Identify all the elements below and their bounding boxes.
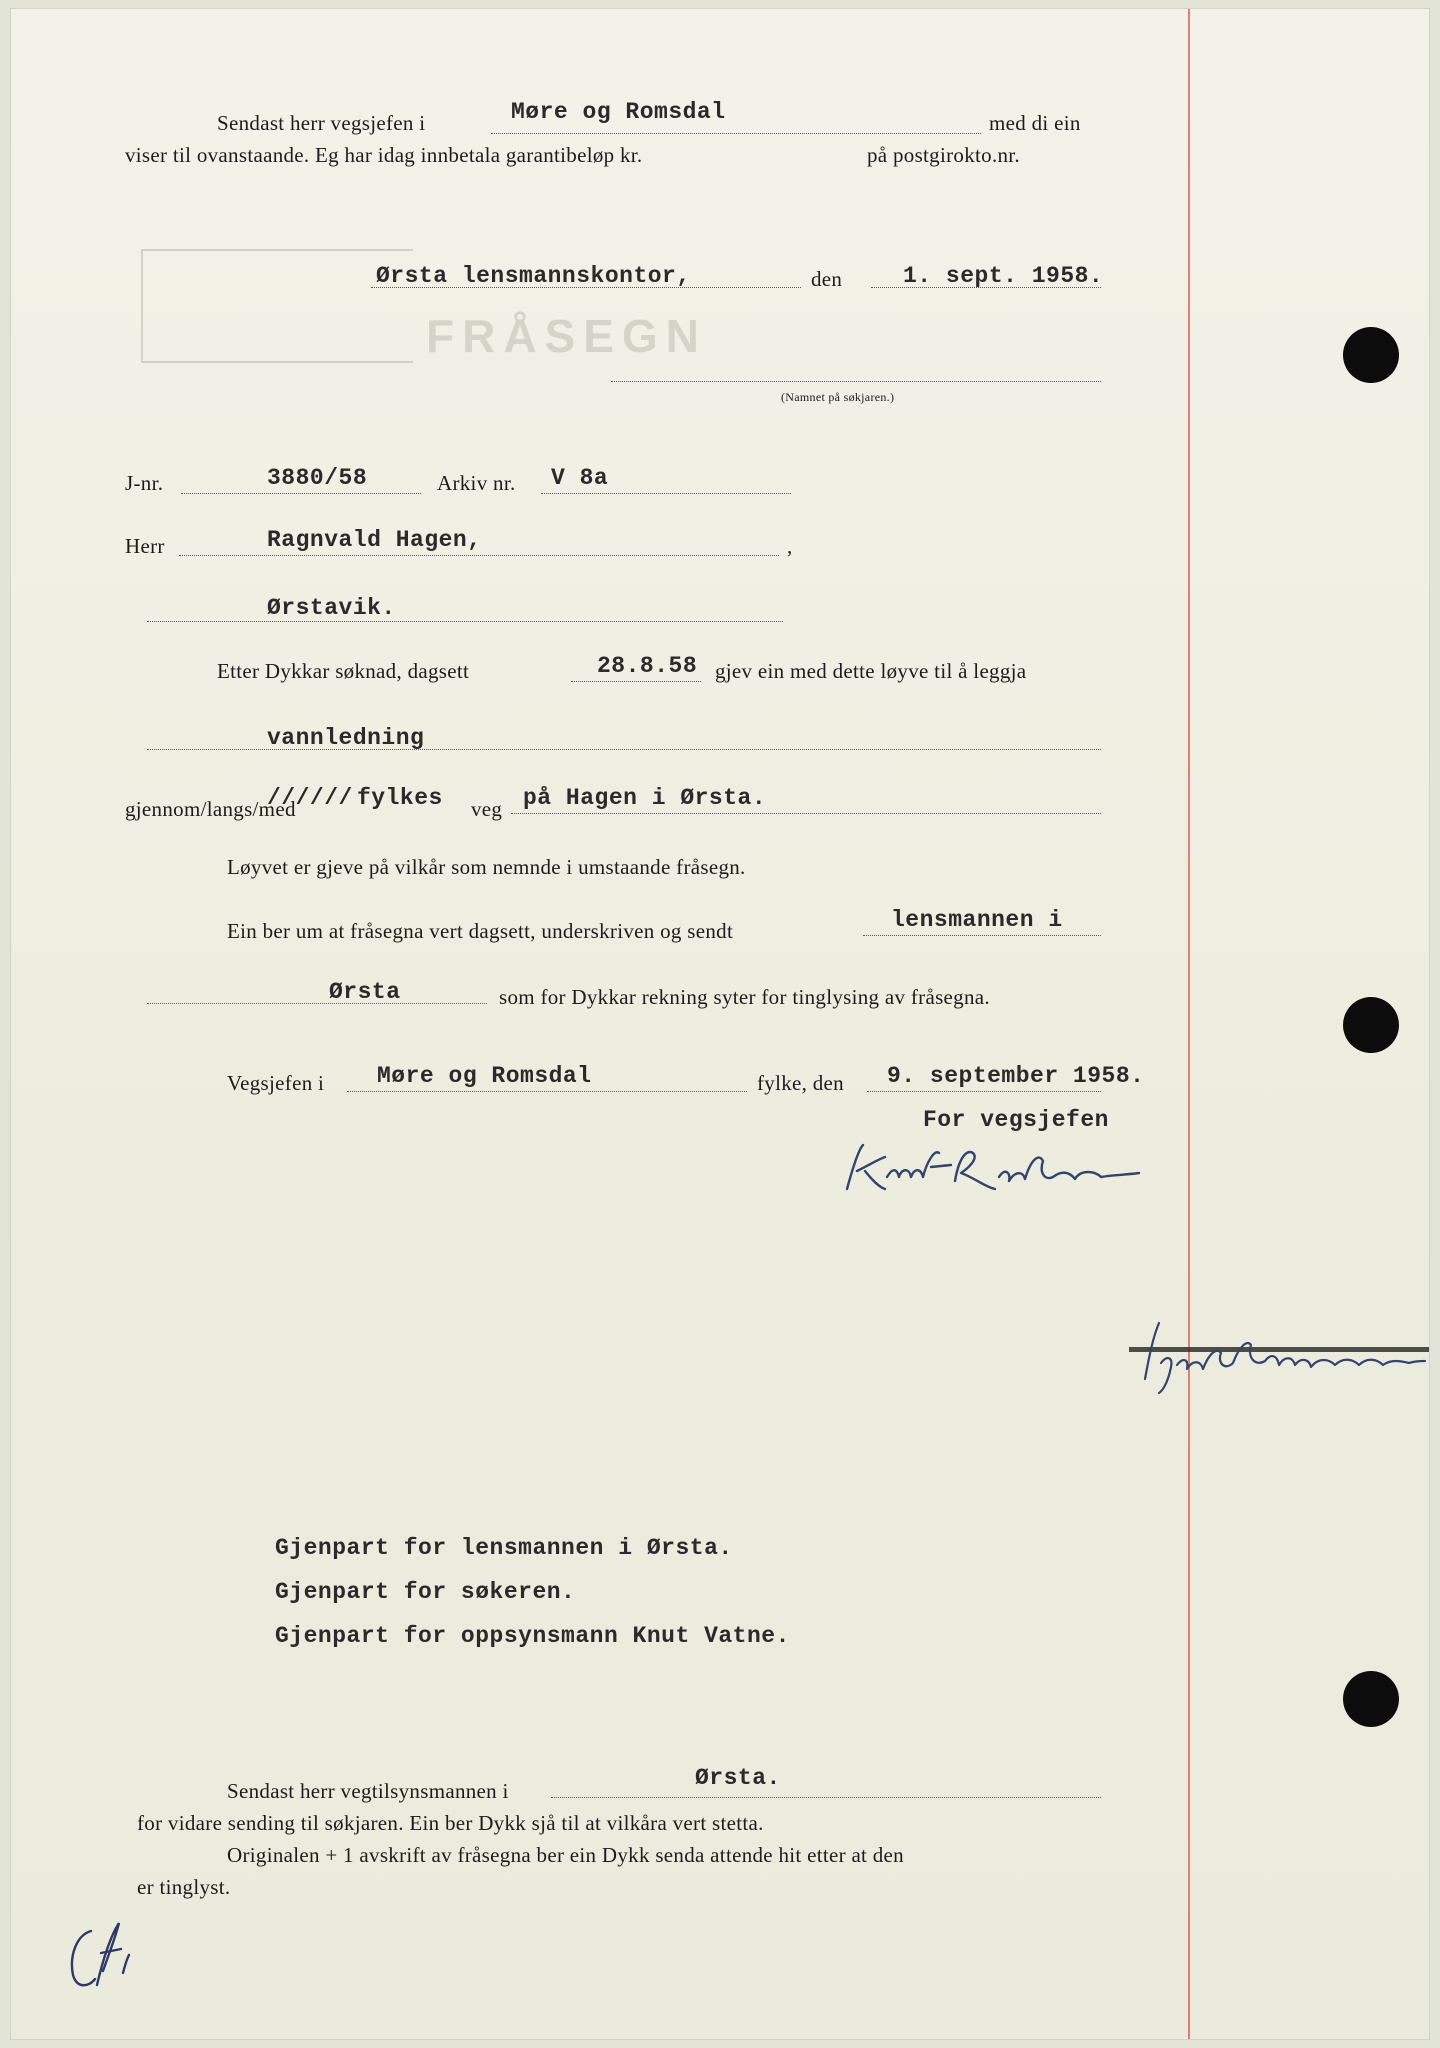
recipient-name-dotted-line — [179, 555, 779, 556]
den-label: den — [811, 267, 843, 291]
punch-hole-bottom — [1343, 1671, 1399, 1727]
handwritten-initials — [63, 1909, 143, 1999]
faint-stamp — [141, 249, 413, 363]
footer-place: Ørsta. — [695, 1765, 781, 1791]
header-county-dotted-line — [491, 133, 981, 134]
footer-line2: for vidare sending til søkjaren. Ein ber Dykk sjå til at vilkåra vert stetta. — [137, 1811, 764, 1835]
issue-date: 1. sept. 1958. — [903, 263, 1104, 289]
signature-county-dotted-line — [347, 1091, 747, 1092]
jnr-dotted-line — [181, 493, 421, 494]
jnr-value: 3880/58 — [267, 465, 368, 491]
copy-line-2: Gjenpart for søkeren. — [275, 1579, 576, 1605]
application-date: 28.8.58 — [597, 653, 698, 679]
veg-label: veg — [471, 797, 503, 821]
footer-line4: er tinglyst. — [137, 1875, 231, 1899]
punch-hole-middle — [1343, 997, 1399, 1053]
return-prefix: Ein ber um at fråsegna vert dagsett, underskriven og sendt — [227, 919, 734, 943]
application-prefix: Etter Dykkar søknad, dagsett — [217, 659, 470, 683]
issuing-office-dotted-line — [371, 287, 801, 288]
signature-date: 9. september 1958. — [887, 1063, 1145, 1089]
signature-county: Møre og Romsdal — [377, 1063, 592, 1089]
vegsjef-label: Vegsjefen i — [227, 1071, 325, 1095]
copy-line-1: Gjenpart for lensmannen i Ørsta. — [275, 1535, 733, 1561]
return-to-dotted-line — [863, 935, 1101, 936]
road-location-dotted-line — [511, 813, 1101, 814]
for-vegsjefen: For vegsjefen — [923, 1107, 1109, 1133]
recipient-place: Ørstavik. — [267, 595, 396, 621]
signature-date-dotted-line — [867, 1091, 1101, 1092]
handwritten-signature — [839, 1137, 1189, 1207]
road-type: fylkes — [357, 785, 443, 811]
document-page — [10, 8, 1430, 2040]
recipient-name: Ragnvald Hagen, — [267, 527, 482, 553]
route-overstrike: ////// — [267, 785, 353, 811]
applicant-name-caption: (Namnet på søkjaren.) — [781, 390, 895, 404]
return-suffix: som for Dykkar rekning syter for tinglysing av fråsegna. — [499, 985, 990, 1009]
margin-handwritten-signature — [1139, 1317, 1429, 1397]
copy-line-3: Gjenpart for oppsynsmann Knut Vatne. — [275, 1623, 790, 1649]
header-prefix: Sendast herr vegsjefen i — [217, 111, 426, 135]
arkiv-value: V 8a — [551, 465, 609, 491]
applicant-name-dotted-line — [611, 381, 1101, 382]
application-date-dotted-line — [571, 681, 701, 682]
faint-heading-watermark: FRÅSEGN — [426, 310, 707, 362]
punch-hole-top — [1343, 327, 1399, 383]
footer-line3: Originalen + 1 avskrift av fråsegna ber ein Dykk senda attende hit etter at den — [227, 1843, 904, 1867]
return-to: lensmannen i — [891, 907, 1063, 933]
road-location: på Hagen i Ørsta. — [523, 785, 767, 811]
permit-subject-dotted-line — [147, 749, 1101, 750]
fylke-label: fylke, den — [757, 1071, 844, 1095]
header-suffix: med di ein — [989, 111, 1081, 135]
conditions-text: Løyvet er gjeve på vilkår som nemnde i umstaande fråsegn. — [227, 855, 746, 879]
issuing-office: Ørsta lensmannskontor, — [376, 263, 691, 289]
herr-label: Herr — [125, 534, 165, 558]
arkiv-label: Arkiv nr. — [437, 471, 516, 495]
recipient-place-dotted-line — [147, 621, 783, 622]
recipient-comma: , — [787, 534, 793, 558]
issue-date-dotted-line — [871, 287, 1101, 288]
header-county: Møre og Romsdal — [511, 99, 726, 125]
header-line2: viser til ovanstaande. Eg har idag innbetala garantibeløp kr. — [125, 143, 643, 167]
arkiv-dotted-line — [541, 493, 791, 494]
red-margin-line — [1188, 9, 1190, 2039]
jnr-label: J-nr. — [125, 471, 164, 495]
footer-place-dotted-line — [551, 1797, 1101, 1798]
permit-subject: vannledning — [267, 725, 425, 751]
route-label: gjennom/langs/med — [125, 797, 296, 821]
application-suffix: gjev ein med dette løyve til å leggja — [715, 659, 1027, 683]
return-place: Ørsta — [329, 979, 401, 1005]
return-place-dotted-line — [147, 1003, 487, 1004]
footer-prefix: Sendast herr vegtilsynsmannen i — [227, 1779, 509, 1803]
header-line2-suffix: på postgirokto.nr. — [867, 143, 1020, 167]
